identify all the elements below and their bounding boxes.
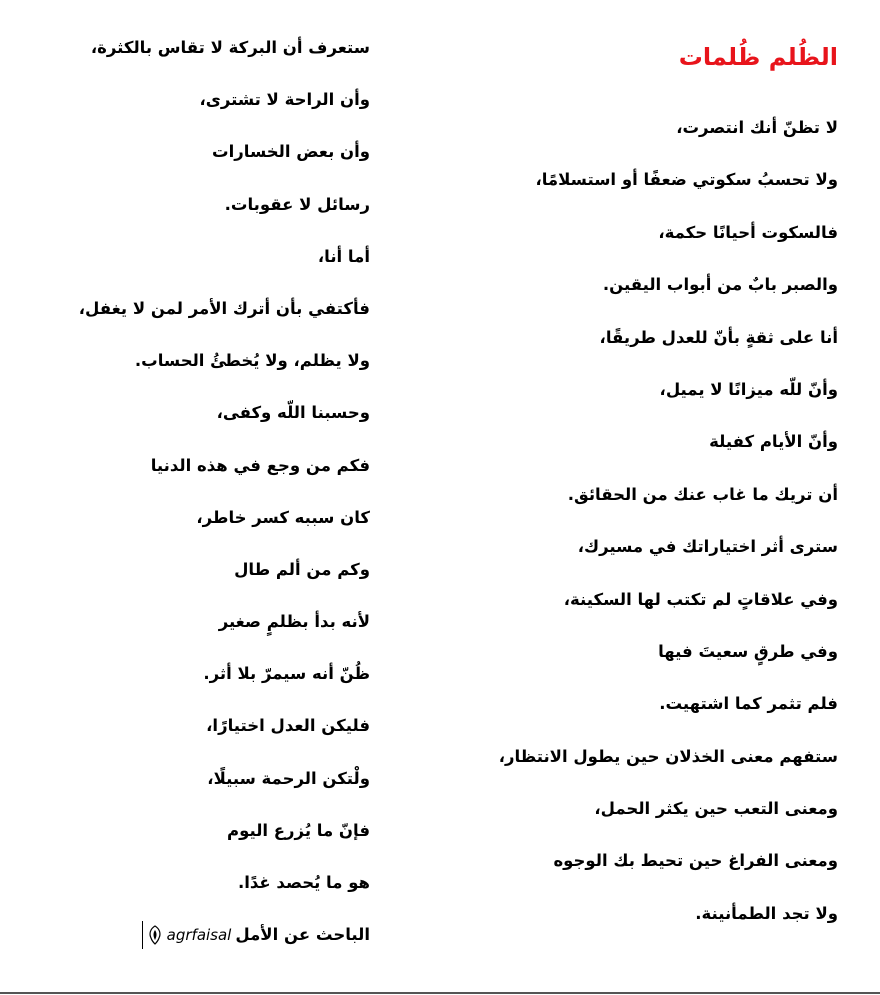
- poem-line: فإنّ ما يُزرع اليوم: [227, 820, 370, 840]
- poem-line: ستعرف أن البركة لا تقاس بالكثرة،: [90, 38, 370, 57]
- poem-line: وأنّ الأيام كفيلة: [709, 432, 838, 452]
- poem-line: ستفهم معنى الخذلان حين يطول الانتظار،: [498, 746, 838, 766]
- poem-line: ولا يظلم، ولا يُخطئُ الحساب.: [134, 351, 370, 371]
- poem-line: وفي طرقٍ سعيتَ فيها: [658, 641, 838, 661]
- poem-line: فأكتفي بأن أترك الأمر لمن لا يغفل،: [78, 298, 370, 318]
- poem-line: ولا تجد الطمأنينة.: [695, 903, 838, 923]
- poem-line: ومعنى الفراغ حين تحيط بك الوجوه: [553, 851, 838, 871]
- poem-line: هو ما يُحصد غدًا.: [237, 873, 370, 892]
- poem-line: والصبر بابٌ من أبواب اليقين.: [602, 275, 838, 295]
- poem-line: سترى أثر اختياراتك في مسيرك،: [577, 537, 838, 557]
- poem-line: فالسكوت أحيانًا حكمة،: [658, 222, 838, 242]
- poem-line: لأنه بدأ بظلمٍ صغير: [218, 612, 370, 632]
- poem-line: وأنّ للّه ميزانًا لا يميل،: [659, 379, 838, 399]
- poem-line: وأن بعض الخسارات: [212, 142, 370, 162]
- poem-line: أن تريك ما غاب عنك من الحقائق.: [567, 484, 838, 504]
- poem-line: وكم من ألم طال: [234, 559, 370, 579]
- poem-line: فكم من وجع في هذه الدنيا: [150, 455, 370, 475]
- poem-line: وفي علاقاتٍ لم تكتب لها السكينة،: [563, 589, 838, 609]
- emblem-icon: [147, 925, 163, 945]
- left-column: [0, 38, 370, 977]
- signature: [0, 925, 370, 945]
- signature-arabic: الباحث عن الأمل: [235, 925, 370, 945]
- signature-divider: [142, 921, 143, 949]
- poem-line: فلم تثمر كما اشتهيت.: [659, 694, 838, 714]
- poem-title: الظُلم ظُلمات: [678, 43, 838, 71]
- poem-line: ومعنى التعب حين يكثر الحمل،: [594, 799, 838, 819]
- poem-line: أنا على ثقةٍ بأنّ للعدل طريقًا،: [599, 327, 838, 347]
- poem-line: وحسبنا اللّه وكفى،: [216, 403, 370, 423]
- poem-line: كان سببه كسر خاطر،: [196, 507, 370, 527]
- poem-line: ولا تحسبُ سكوتي ضعفًا أو استسلامًا،: [535, 170, 838, 190]
- right-column: [438, 40, 838, 956]
- poem-line: فليكن العدل اختيارًا،: [206, 716, 370, 736]
- signature-latin: agrfaisal: [166, 926, 232, 945]
- poem-line: وأن الراحة لا تشترى،: [199, 90, 370, 110]
- poem-line: رسائل لا عقوبات.: [224, 194, 370, 214]
- poem-line: ولْتكن الرحمة سبيلًا،: [207, 768, 370, 788]
- poem-line: أما أنا،: [317, 246, 370, 266]
- bottom-divider: [0, 992, 880, 994]
- poem-line: ظُنّ أنه سيمرّ بلا أثر.: [203, 664, 370, 684]
- poem-line: لا تظنّ أنك انتصرت،: [676, 118, 838, 137]
